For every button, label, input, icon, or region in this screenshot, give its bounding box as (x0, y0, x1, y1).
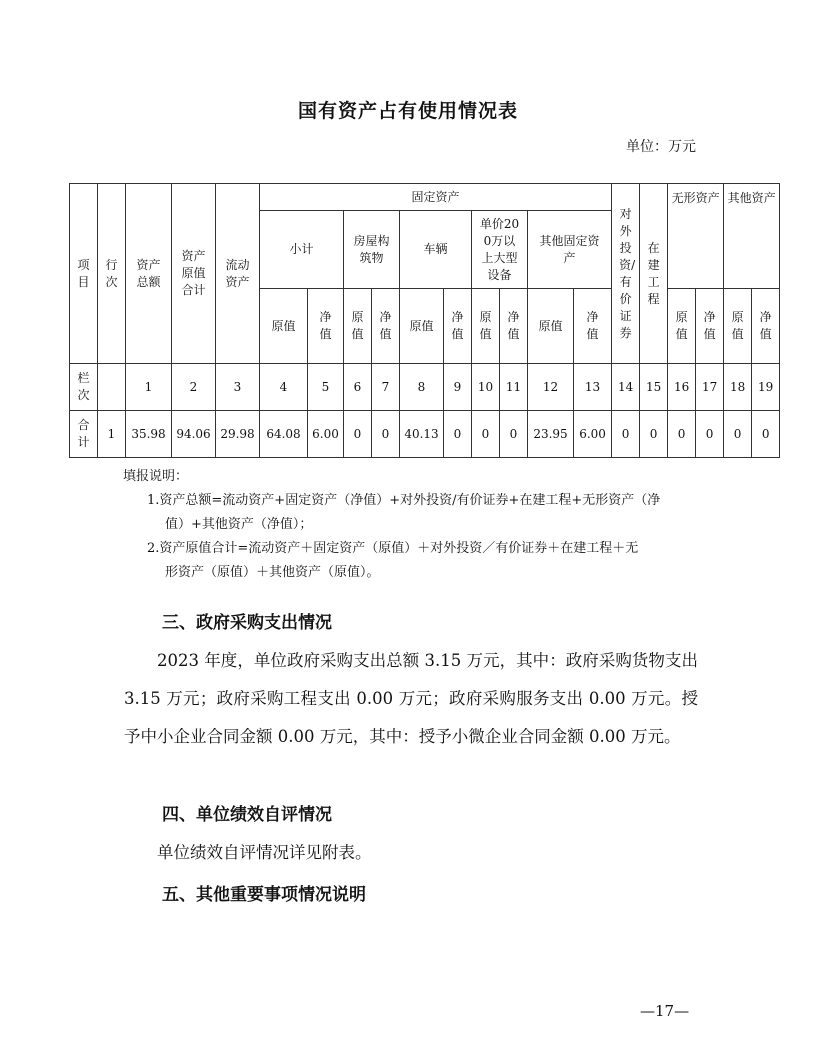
table-cell: 11 (500, 364, 528, 411)
table-cell: 6 (344, 364, 372, 411)
header-fixed-assets: 固定资产 (260, 184, 612, 211)
header-original: 原值 (344, 289, 372, 364)
table-cell: 6.00 (574, 411, 612, 458)
header-original-total: 资产原值合计 (172, 184, 216, 364)
header-subtotal: 小计 (260, 211, 344, 289)
asset-table (69, 183, 780, 458)
note-text: 资产原值合计=流动资产＋固定资产（原值）＋对外投资／有价证券＋在建工程＋无 (159, 541, 639, 556)
table-cell (98, 364, 126, 411)
table-cell: 0 (612, 411, 640, 458)
header-original: 原值 (668, 289, 696, 364)
notes-heading: 填报说明： (123, 469, 189, 484)
table-cell: 18 (724, 364, 752, 411)
table-cell: 0 (752, 411, 780, 458)
table-cell: 5 (308, 364, 344, 411)
table-cell: 7 (372, 364, 400, 411)
section-heading: 三、政府采购支出情况 (162, 613, 332, 633)
note-number: 1. (147, 493, 160, 508)
section-paragraph: 2023 年度，单位政府采购支出总额 3.15 万元，其中：政府采购货物支出 3.15 万元；政府采购工程支出 0.00 万元；政府采购服务支出 0.00 万元。授予中小企业合同金额 0.00 万元，其中：授予小微企业合同金额 0.00 万元。 (124, 651, 698, 746)
table-cell: 1 (98, 411, 126, 458)
header-net: 净值 (752, 289, 780, 364)
section-heading: 五、其他重要事项情况说明 (162, 885, 366, 905)
table-cell: 12 (528, 364, 574, 411)
header-other-assets: 其他资产 (724, 184, 780, 289)
header-construction: 在建工程 (640, 184, 668, 364)
header-item: 项目 (70, 184, 98, 364)
table-cell: 4 (260, 364, 308, 411)
table-cell: 3 (216, 364, 260, 411)
table-cell: 9 (444, 364, 472, 411)
table-cell: 2 (172, 364, 216, 411)
row-label: 栏次 (70, 364, 98, 411)
header-current-assets: 流动资产 (216, 184, 260, 364)
table-cell: 0 (724, 411, 752, 458)
header-buildings: 房屋构筑物 (344, 211, 400, 289)
table-cell: 40.13 (400, 411, 444, 458)
section-paragraph: 单位绩效自评情况详见附表。 (157, 843, 372, 862)
note-number: 2. (147, 541, 160, 556)
table-cell: 6.00 (308, 411, 344, 458)
table-cell: 29.98 (216, 411, 260, 458)
table-cell: 16 (668, 364, 696, 411)
note-item (123, 537, 703, 585)
header-other-fixed: 其他固定资产 (528, 211, 612, 289)
note-text: 资产总额=流动资产+固定资产（净值）+对外投资/有价证券+在建工程+无形资产（净 (159, 493, 661, 508)
table-cell: 15 (640, 364, 668, 411)
unit-label: 单位：万元 (626, 139, 696, 155)
table-cell: 0 (372, 411, 400, 458)
table-cell: 0 (696, 411, 724, 458)
table-cell: 17 (696, 364, 724, 411)
table-cell: 19 (752, 364, 780, 411)
note-text-continued: 形资产（原值）＋其他资产（原值）。 (165, 565, 380, 580)
header-net: 净值 (372, 289, 400, 364)
row-label: 合计 (70, 411, 98, 458)
table-cell: 35.98 (126, 411, 172, 458)
page-number: —17— (640, 1002, 690, 1020)
header-vehicles: 车辆 (400, 211, 472, 289)
table-cell: 0 (472, 411, 500, 458)
header-intangible: 无形资产 (668, 184, 724, 289)
header-large-equipment: 单价200万以上大型设备 (472, 211, 528, 289)
table-cell: 64.08 (260, 411, 308, 458)
header-original: 原值 (528, 289, 574, 364)
table-cell: 0 (500, 411, 528, 458)
table-cell: 0 (444, 411, 472, 458)
header-original: 原值 (724, 289, 752, 364)
table-cell: 23.95 (528, 411, 574, 458)
table-cell: 1 (126, 364, 172, 411)
note-text-continued: 值）+其他资产（净值）； (165, 517, 313, 532)
table-cell: 8 (400, 364, 444, 411)
table-row (70, 411, 780, 458)
table-cell: 10 (472, 364, 500, 411)
header-total-assets: 资产总额 (126, 184, 172, 364)
table-cell: 0 (344, 411, 372, 458)
note-item (123, 489, 703, 537)
table-cell: 0 (640, 411, 668, 458)
table-cell: 94.06 (172, 411, 216, 458)
header-line: 行次 (98, 184, 126, 364)
table-row (70, 364, 780, 411)
header-net: 净值 (500, 289, 528, 364)
section-heading: 四、单位绩效自评情况 (162, 805, 332, 825)
header-net: 净值 (574, 289, 612, 364)
table-cell: 14 (612, 364, 640, 411)
table-cell: 0 (668, 411, 696, 458)
header-net: 净值 (308, 289, 344, 364)
filling-notes (123, 465, 703, 585)
table-cell: 13 (574, 364, 612, 411)
table-title: 国有资产占有使用情况表 (297, 100, 518, 122)
header-net: 净值 (696, 289, 724, 364)
header-original: 原值 (400, 289, 444, 364)
header-net: 净值 (444, 289, 472, 364)
header-original: 原值 (260, 289, 308, 364)
header-investment: 对外投资/有价证券 (612, 184, 640, 364)
header-original: 原值 (472, 289, 500, 364)
